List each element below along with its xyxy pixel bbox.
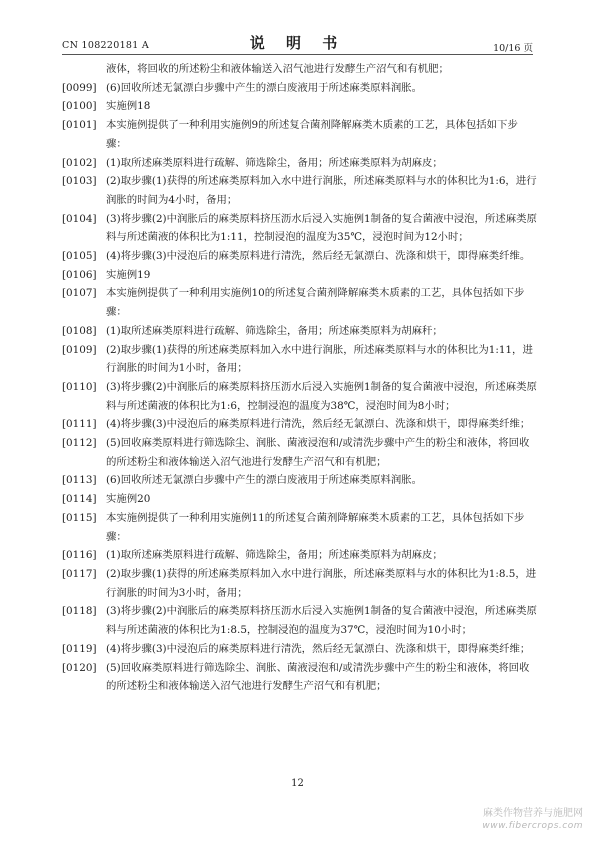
paragraph (62, 154, 537, 173)
paragraph-text: 本实施例提供了一种利用实施例9的所述复合菌剂降解麻类木质素的工艺，具体包括如下步骤： (106, 119, 518, 150)
paragraph (62, 490, 537, 509)
paragraph-text: (1)取所述麻类原料进行疏解、筛选除尘，备用；所述麻类原料为胡麻皮； (106, 549, 443, 562)
paragraph (62, 341, 537, 378)
paragraph (62, 471, 537, 490)
paragraph-text: 液体，将回收的所述粉尘和液体输送入沼气池进行发酵生产沼气和有机肥； (106, 63, 449, 75)
doc-title: 说 明 书 (249, 34, 346, 52)
paragraph-text: (2)取步骤(1)获得的所述麻类原料加入水中进行润胀，所述麻类原料与水的体积比为1:11，进行润胀的时间为1小时，备用； (106, 343, 533, 375)
page-number: 12 (291, 778, 304, 789)
paragraph (62, 640, 537, 659)
paragraph (62, 266, 537, 285)
paragraph (62, 546, 537, 565)
paragraph-number: [0109] (62, 343, 97, 356)
paragraph-number: [0117] (62, 567, 97, 580)
paragraph (62, 415, 537, 434)
paragraph (62, 659, 537, 696)
watermark-url: www.fibercrops.com (482, 821, 583, 831)
paragraph-text: (2)取步骤(1)获得的所述麻类原料加入水中进行润胀，所述麻类原料与水的体积比为1:6，进行润胀的时间为4小时，备用； (106, 175, 537, 206)
paragraph-number: [0113] (62, 474, 97, 487)
paragraph (62, 116, 537, 153)
paragraph-text: 本实施例提供了一种利用实施例10的所述复合菌剂降解麻类木质素的工艺，具体包括如下步骤： (106, 287, 525, 319)
paragraph-number: [0107] (62, 287, 97, 300)
paragraph-text: (3)将步骤(2)中润胀后的麻类原料挤压沥水后浸入实施例1制备的复合菌液中浸泡，所述麻类原料与所述菌液的体积比为1:11，控制浸泡的温度为35℃，浸泡时间为12小时； (106, 212, 537, 244)
paragraph (62, 378, 537, 415)
paragraph-number: [0115] (62, 511, 97, 524)
paragraph-text: (4)将步骤(3)中浸泡后的麻类原料进行清洗，然后经无氯漂白、洗涤和烘干，即得麻类纤维； (106, 642, 531, 655)
paragraph (62, 79, 537, 98)
paragraph (62, 509, 537, 546)
paragraph (62, 247, 537, 266)
paragraph (62, 60, 537, 79)
paragraph-number: [0103] (62, 175, 97, 188)
paragraph-text: (4)将步骤(3)中浸泡后的麻类原料进行清洗，然后经无氯漂白、洗涤和烘干，即得麻类纤维。 (106, 250, 531, 263)
paragraph-text: (2)取步骤(1)获得的所述麻类原料加入水中进行润胀，所述麻类原料与水的体积比为1:8.5，进行润胀的时间为3小时，备用； (106, 567, 537, 599)
paragraph-number: [0108] (62, 324, 97, 337)
paragraph (62, 284, 537, 321)
paragraph-number: [0120] (62, 661, 97, 674)
document-body (62, 60, 537, 696)
paragraph-number: [0104] (62, 212, 97, 225)
paragraph (62, 322, 537, 341)
paragraph-number: [0106] (62, 268, 97, 281)
paragraph-number: [0111] (62, 418, 97, 431)
paragraph-number: [0100] (62, 100, 97, 113)
paragraph-number: [0105] (62, 250, 97, 263)
paragraph-number: [0099] (62, 81, 97, 94)
paragraph-text: (5)回收麻类原料进行筛选除尘、润胀、菌液浸泡和/或清洗步骤中产生的粉尘和液体，将回收的所述粉尘和液体输送入沼气池进行发酵生产沼气和有机肥； (106, 661, 530, 693)
paragraph (62, 210, 537, 247)
paragraph-text: (3)将步骤(2)中润胀后的麻类原料挤压沥水后浸入实施例1制备的复合菌液中浸泡，所述麻类原料与所述菌液的体积比为1:8.5，控制浸泡的温度为37℃，浸泡时间为10小时； (106, 605, 537, 637)
paragraph-text: 实施例19 (106, 268, 151, 281)
doc-number: CN 108220181 A (62, 40, 150, 51)
paragraph-number: [0118] (62, 605, 97, 618)
paragraph-text: (3)将步骤(2)中润胀后的麻类原料挤压沥水后浸入实施例1制备的复合菌液中浸泡，所述麻类原料与所述菌液的体积比为1:6，控制浸泡的温度为38℃，浸泡时间为8小时； (106, 380, 537, 412)
page-info: 10/16 页 (493, 43, 533, 54)
paragraph-text: (4)将步骤(3)中浸泡后的麻类原料进行清洗，然后经无氯漂白、洗涤和烘干，即得麻类纤维； (106, 418, 531, 431)
paragraph-text: 实施例18 (106, 100, 151, 113)
paragraph-number: [0102] (62, 156, 97, 169)
paragraph-number: [0119] (62, 642, 97, 655)
paragraph (62, 565, 537, 602)
page-header (62, 28, 533, 55)
paragraph-text: (1)取所述麻类原料进行疏解、筛选除尘，备用；所述麻类原料为胡麻皮； (106, 156, 443, 169)
paragraph-number: [0101] (62, 119, 97, 132)
paragraph-number: [0110] (62, 380, 97, 393)
paragraph-text: (6)回收所述无氯漂白步骤中产生的漂白废液用于所述麻类原料润胀。 (106, 81, 423, 94)
paragraph-number: [0116] (62, 549, 97, 562)
paragraph (62, 602, 537, 639)
paragraph (62, 97, 537, 116)
watermark (482, 808, 583, 832)
paragraph-text: (6)回收所述无氯漂白步骤中产生的漂白废液用于所述麻类原料润胀。 (106, 474, 423, 487)
paragraph (62, 172, 537, 209)
paragraph-text: 本实施例提供了一种利用实施例11的所述复合菌剂降解麻类木质素的工艺，具体包括如下步骤： (106, 511, 525, 543)
paragraph-number: [0112] (62, 437, 97, 450)
paragraph-text: (1)取所述麻类原料进行疏解、筛选除尘，备用；所述麻类原料为胡麻秆； (106, 324, 443, 337)
paragraph (62, 434, 537, 471)
watermark-cn: 麻类作物营养与施肥网 (483, 808, 583, 819)
paragraph-text: 实施例20 (106, 493, 151, 506)
paragraph-text: (5)回收麻类原料进行筛选除尘、润胀、菌液浸泡和/或清洗步骤中产生的粉尘和液体，将回收的所述粉尘和液体输送入沼气池进行发酵生产沼气和有机肥； (106, 437, 530, 468)
paragraph-number: [0114] (62, 493, 97, 506)
